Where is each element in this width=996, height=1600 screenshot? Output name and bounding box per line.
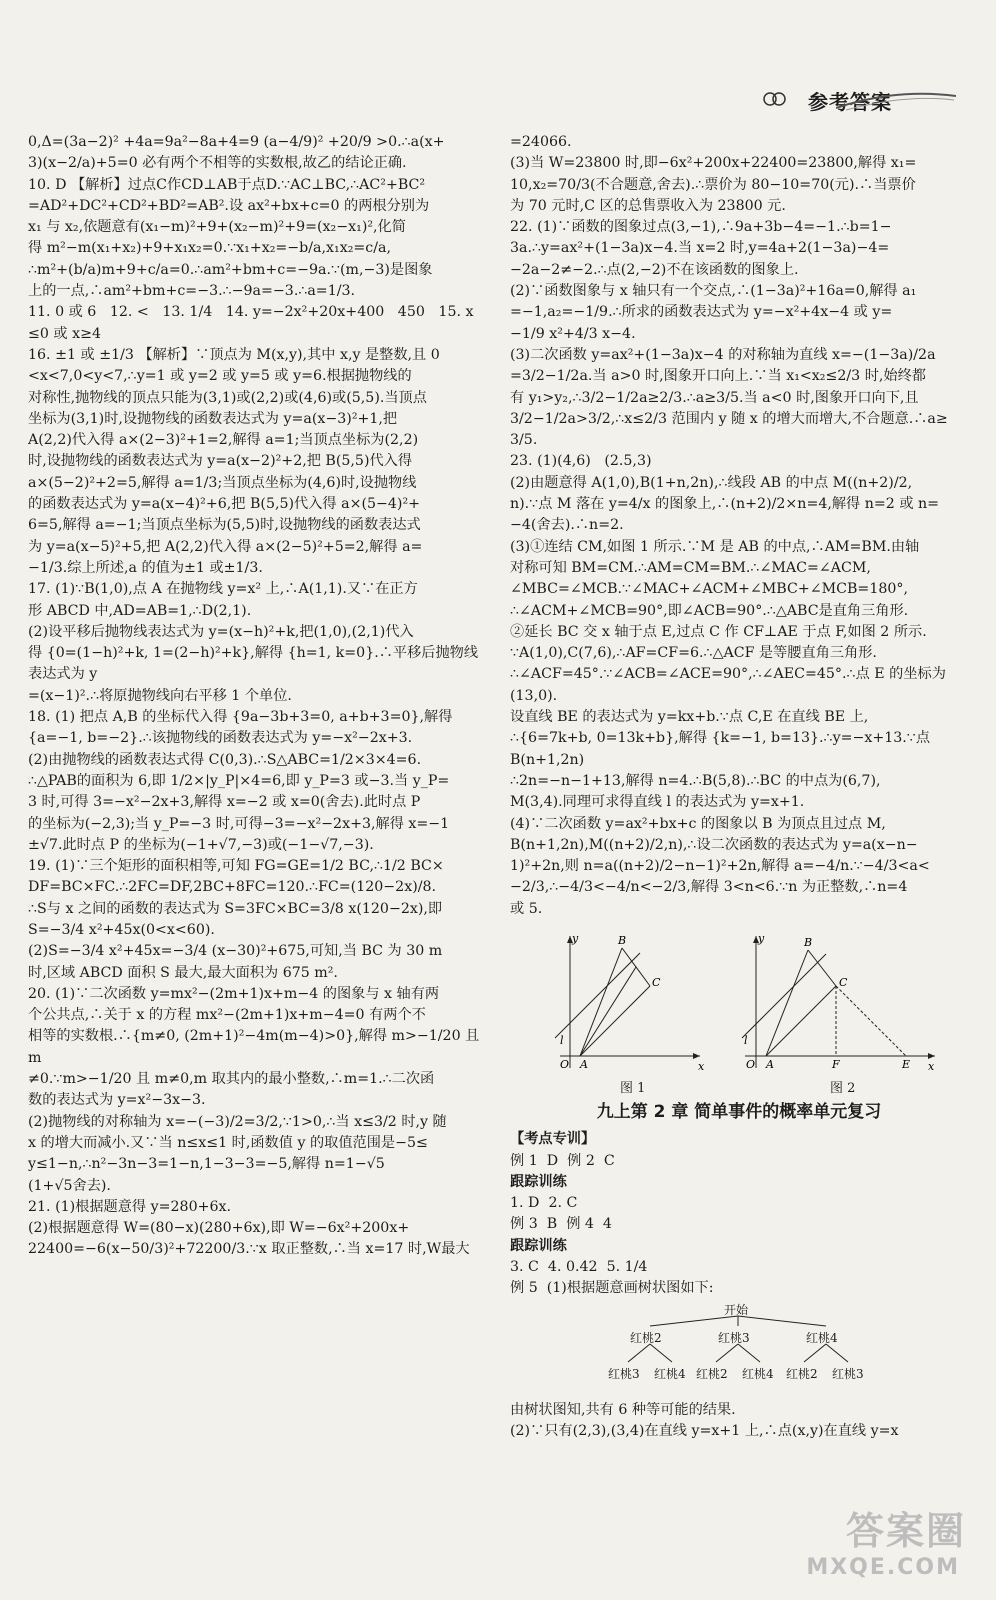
answer-line: 形 ABCD 中,AD=AB=1,∴D(2,1). bbox=[28, 602, 252, 619]
answer-line: −1/3.综上所述,a 的值为±1 或±1/3. bbox=[28, 559, 263, 576]
answer-line: 为 y=a(x−5)²+5,把 A(2,2)代入得 a×(2−5)²+5=2,解得 a= bbox=[28, 538, 423, 555]
tree-level1-node: 红桃4 bbox=[806, 1330, 838, 1345]
answer-line: −2a−2≠−2.∴点(2,−2)不在该函数的图象上. bbox=[510, 261, 799, 278]
answer-key-badge: 参考答案 bbox=[808, 90, 892, 114]
section-heading: 【考点专训】 bbox=[510, 1131, 596, 1148]
answer-line: (2)抛物线的对称轴为 x=−(−3)/2=3/2,∵1>0,∴当 x≤3/2 时,y 随 bbox=[28, 1113, 447, 1130]
answer-line: 3/2−1/2a>3/2,∴x≤2/3 范围内 y 随 x 的增大而增大,不合题意.∴a≥ bbox=[510, 410, 948, 427]
svg-text:y: y bbox=[758, 931, 765, 945]
answer-line: 1)²+2n,则 n=a((n+2)/2−n−1)²+2n,解得 a=−4/n.∵−4/3<a< bbox=[510, 858, 930, 875]
svg-text:l: l bbox=[560, 1033, 564, 1047]
answer-line: 22400=−6(x−50/3)²+72200/3.∵x 取正整数,∴当 x=17 时,W最大 bbox=[28, 1241, 470, 1258]
watermark-text: 答案圈 bbox=[845, 1509, 966, 1553]
answer-line: x₁ 与 x₂,依题意有(x₁−m)²+9+(x₂−m)²+9=(x₂−x₁)²,化简 bbox=[28, 219, 406, 236]
tree-leaf: 红桃4 bbox=[654, 1366, 686, 1381]
answer-line: 数的表达式为 y=x²−3x−3. bbox=[28, 1092, 206, 1109]
answer-line: −1/9 x²+4/3 x−4. bbox=[510, 325, 636, 342]
example-3-4: 例 3 B 例 4 4 bbox=[510, 1216, 612, 1233]
answer-line: =(x−1)².∴将原抛物线向右平移 1 个单位. bbox=[28, 687, 292, 704]
figure-2-caption: 图 2 bbox=[830, 1080, 856, 1096]
answer-line: (2)根据题意得 W=(80−x)(280+6x),即 W=−6x²+200x+ bbox=[28, 1220, 410, 1237]
tree-level1-node: 红桃3 bbox=[718, 1330, 750, 1345]
answer-line: 时,设抛物线的函数表达式为 y=a(x−2)²+2,把 B(5,5)代入得 bbox=[28, 453, 413, 470]
answer-line: 相等的实数根.∴{m≠0, (2m+1)²−4m(m−4)>0},解得 m>−1/20 且 m bbox=[28, 1028, 484, 1066]
answer-line: 上的一点,∴am²+bm+c=−3.∴−9a=−3.∴a=1/3. bbox=[28, 283, 356, 300]
answer-line: =24066. bbox=[510, 134, 572, 150]
answer-line: −2/3,∴−4/3<−4/n<−2/3,解得 3<n<6.∵n 为正整数,∴n=4 bbox=[510, 879, 908, 896]
answer-line: 3a.∴y=ax²+(1−3a)x−4.当 x=2 时,y=4a+2(1−3a)−4= bbox=[510, 240, 890, 257]
answer-line: (3)①连结 CM,如图 1 所示.∵M 是 AB 的中点,∴AM=BM.由轴 bbox=[510, 538, 920, 555]
answer-line: 10. D 【解析】过点C作CD⊥AB于点D.∵AC⊥BC,∴AC²+BC² bbox=[28, 176, 426, 193]
answer-line: <x<7,0<y<7,∴y=1 或 y=2 或 y=5 或 y=6.根据抛物线的 bbox=[28, 368, 412, 385]
tree-leaf: 红桃4 bbox=[742, 1366, 774, 1381]
answer-line: 10,x₂=70/3(不合题意,舍去).∴票价为 80−10=70(元).∴当票价 bbox=[510, 176, 916, 193]
svg-text:E: E bbox=[902, 1057, 911, 1071]
answer-line: 3/5. bbox=[510, 432, 538, 449]
answer-line: a×(5−2)²+2=5,解得 a=1/3;当顶点坐标为(4,6)时,设抛物线 bbox=[28, 474, 417, 491]
answer-line: B(n+1,2n),M((n+2)/2,n),∴设二次函数的表达式为 y=a(x−n− bbox=[510, 836, 918, 853]
answer-line: {a=−1, b=−2}.∴该抛物线的函数表达式为 y=−x²−2x+3. bbox=[28, 730, 413, 747]
svg-text:F: F bbox=[832, 1057, 840, 1071]
answer-line: ∴2n=−n−1+13,解得 n=4.∴B(5,8).∴BC 的中点为(6,7), bbox=[510, 772, 881, 789]
svg-text:y: y bbox=[572, 931, 579, 945]
answer-line: 个公共点,∴关于 x 的方程 mx²−(2m+1)x+m−4=0 有两个不 bbox=[28, 1007, 426, 1024]
chapter-title: 九上第 2 章 简单事件的概率单元复习 bbox=[596, 1101, 882, 1122]
answer-line: =3/2−1/2a.当 a>0 时,图象开口向上.∵当 x₁<x₂≤2/3 时,始终都 bbox=[510, 368, 926, 385]
svg-text:x: x bbox=[928, 1059, 935, 1073]
answers-2: 3. C 4. 0.42 5. 1/4 bbox=[510, 1259, 648, 1276]
answer-line: (2)S=−3/4 x²+45x=−3/4 (x−30)²+675,可知,当 BC 为 30 m bbox=[28, 943, 443, 960]
answer-line: 6=5,解得 a=−1;当顶点坐标为(5,5)时,设抛物线的函数表达式 bbox=[28, 517, 421, 534]
answer-line: y≤1−n,∴n²−3n−3=1−n,1−3−3=−5,解得 n=1−√5 bbox=[28, 1156, 385, 1173]
answer-line: 的坐标为(−2,3);当 y_P=−3 时,可得−3=−x²−2x+3,解得 x=−1 bbox=[28, 815, 450, 832]
right-column bbox=[510, 132, 968, 1442]
tree-level1-node: 红桃2 bbox=[630, 1330, 662, 1345]
svg-text:O: O bbox=[746, 1057, 756, 1071]
answer-line: ≤0 或 x≥4 bbox=[28, 325, 102, 342]
answer-line: n).∵点 M 落在 y=4/x 的图象上,∴(n+2)/2×n=4,解得 n=2 或 n= bbox=[510, 496, 940, 513]
answer-line: 时,区域 ABCD 面积 S 最大,最大面积为 675 m². bbox=[28, 964, 338, 981]
answer-line: ∴m²+(b/a)m+9+c/a=0.∴am²+bm+c=−9a.∵(m,−3)是图象 bbox=[28, 261, 433, 278]
answer-line: 22. (1)∵函数的图象过点(3,−1),∴9a+3b−4=−1.∴b=1− bbox=[510, 219, 892, 236]
answer-line: ∴∠ACM+∠MCB=90°,即∠ACB=90°.∴△ABC是直角三角形. bbox=[510, 602, 909, 619]
answer-line: (3)当 W=23800 时,即−6x²+200x+22400=23800,解得 x₁= bbox=[510, 155, 917, 172]
answer-line: DF=BC×FC.∴2FC=DF,2BC+8FC=120.∴FC=(120−2x)/8. bbox=[28, 879, 437, 896]
answer-line: ∠MBC=∠MCB.∵∠MAC+∠ACM+∠MBC+∠MCB=180°, bbox=[510, 581, 908, 598]
swoosh-decoration bbox=[836, 92, 956, 112]
rings-icon bbox=[762, 90, 788, 108]
answer-line: (2)设平移后抛物线表达式为 y=(x−h)²+k,把(1,0),(2,1)代入 bbox=[28, 623, 414, 640]
figure-1 bbox=[550, 928, 710, 1078]
tree-root: 开始 bbox=[724, 1302, 749, 1317]
tree-conclusion: 由树状图知,共有 6 种等可能的结果. bbox=[510, 1401, 736, 1418]
svg-text:C: C bbox=[652, 975, 661, 989]
answer-line: =−1,a₂=−1/9.∴所求的函数表达式为 y=−x²+4x−4 或 y= bbox=[510, 304, 893, 321]
example-5: 例 5 (1)根据题意画树状图如下: bbox=[510, 1280, 714, 1297]
answer-line: 0,Δ=(3a−2)² +4a=9a²−8a+4=9 (a−4/9)² +20/9 >0.∴a(x+ bbox=[28, 134, 445, 150]
answer-line: 对称可知 BM=CM.∴AM=CM=BM.∴∠MAC=∠ACM, bbox=[510, 559, 871, 576]
tree-diagram bbox=[510, 1300, 968, 1400]
answer-line: 19. (1)∵三个矩形的面积相等,可知 FG=GE=1/2 BC,∴1/2 BC× bbox=[28, 858, 444, 875]
answer-line: (4)∵二次函数 y=ax²+bx+c 的图象以 B 为顶点且过点 M, bbox=[510, 815, 886, 832]
answer-line: S=−3/4 x²+45x(0<x<60). bbox=[28, 921, 215, 938]
answer-line: 21. (1)根据题意得 y=280+6x. bbox=[28, 1198, 232, 1215]
answer-line: 为 70 元时,C 区的总售票收入为 23800 元. bbox=[510, 197, 786, 214]
answer-line: (2)由抛物线的函数表达式得 C(0,3).∴S△ABC=1/2×3×4=6. bbox=[28, 751, 422, 768]
figure-2 bbox=[740, 928, 940, 1078]
answer-line: 设直线 BE 的表达式为 y=kx+b.∵点 C,E 在直线 BE 上, bbox=[510, 709, 869, 726]
answer-line: 18. (1) 把点 A,B 的坐标代入得 {9a−3b+3=0, a+b+3=0},解得 bbox=[28, 709, 453, 726]
figure-area bbox=[510, 928, 968, 1098]
svg-text:B: B bbox=[618, 933, 627, 947]
answer-line: ∵A(1,0),C(7,6),∴AF=CF=6.∴△ACF 是等腰直角三角形. bbox=[510, 645, 877, 662]
answer-line: 得 m²−m(x₁+x₂)+9+x₁x₂=0.∵x₁+x₂=−b/a,x₁x₂=c/a, bbox=[28, 240, 391, 257]
answer-line: x 的增大而减小.又∵当 n≤x≤1 时,函数值 y 的取值范围是−5≤ bbox=[28, 1134, 428, 1151]
tree-leaf: 红桃2 bbox=[696, 1366, 728, 1381]
answer-line: 对称性,抛物线的顶点只能为(3,1)或(2,2)或(4,6)或(5,5).当顶点 bbox=[28, 389, 427, 406]
answer-line: (2)∵函数图象与 x 轴只有一个交点,∴(1−3a)²+16a=0,解得 a₁ bbox=[510, 283, 917, 300]
answer-line: (3)二次函数 y=ax²+(1−3a)x−4 的对称轴为直线 x=−(1−3a)/2a bbox=[510, 346, 936, 363]
answer-line: 3)(x−2/a)+5=0 必有两个不相等的实数根,故乙的结论正确. bbox=[28, 155, 407, 172]
followup-heading-1: 跟踪训练 bbox=[510, 1173, 567, 1190]
answer-line: 23. (1)(4,6) (2.5,3) bbox=[510, 453, 652, 470]
svg-text:A: A bbox=[766, 1057, 774, 1071]
answer-line: ∴∠ACF=45°.∵∠ACB=∠ACE=90°,∴∠AEC=45°.∴点 E 的坐标为(13,0). bbox=[510, 666, 946, 704]
answer-line: (1+√5舍去). bbox=[28, 1177, 111, 1194]
answer-line: −4(舍去).∴n=2. bbox=[510, 517, 624, 534]
answer-line: ②延长 BC 交 x 轴于点 E,过点 C 作 CF⊥AE 于点 F,如图 2 所示. bbox=[510, 623, 927, 640]
svg-text:x: x bbox=[698, 1059, 705, 1073]
answer-line: ≠0.∵m>−1/20 且 m≠0,m 取其内的最小整数,∴m=1.∴二次函 bbox=[28, 1071, 435, 1088]
left-column bbox=[28, 132, 486, 1261]
svg-text:l: l bbox=[744, 1033, 748, 1047]
answer-line: 得 {0=(1−h)²+k, 1=(2−h)²+k},解得 {h=1, k=0}.∴平移后抛物线表达式为 y bbox=[28, 645, 479, 683]
answer-line: 坐标为(3,1)时,设抛物线的函数表达式为 y=a(x−3)²+1,把 bbox=[28, 410, 398, 427]
answer-line: A(2,2)代入得 a×(2−3)²+1=2,解得 a=1;当顶点坐标为(2,2) bbox=[28, 432, 419, 449]
watermark-url: MXQE.COM bbox=[806, 1555, 960, 1580]
answer-line: ±√7.此时点 P 的坐标为(−1+√7,−3)或(−1−√7,−3). bbox=[28, 836, 374, 853]
answer-line: M(3,4).同理可求得直线 l 的表达式为 y=x+1. bbox=[510, 794, 805, 811]
answer-line: 的函数表达式为 y=a(x−4)²+6,把 B(5,5)代入得 a×(5−4)²+ bbox=[28, 496, 421, 513]
example-5-part2: (2)∵只有(2,3),(3,4)在直线 y=x+1 上,∴点(x,y)在直线 y=x bbox=[510, 1422, 899, 1439]
example-1-2: 例 1 D 例 2 C bbox=[510, 1152, 615, 1169]
answer-line: 11. 0 或 6 12. < 13. 1/4 14. y=−2x²+20x+400 450 15. x bbox=[28, 304, 474, 321]
watermark-logo bbox=[806, 1500, 966, 1580]
answer-line: 3 时,可得 3=−x²−2x+3,解得 x=−2 或 x=0(舍去).此时点 P bbox=[28, 794, 421, 811]
answer-line: ∴S与 x 之间的函数的表达式为 S=3FC×BC=3/8 x(120−2x),即 bbox=[28, 900, 443, 917]
svg-text:A: A bbox=[580, 1057, 588, 1071]
svg-text:O: O bbox=[560, 1057, 570, 1071]
answer-line: 16. ±1 或 ±1/3 【解析】∵顶点为 M(x,y),其中 x,y 是整数,且 0 bbox=[28, 346, 440, 363]
tree-leaf: 红桃3 bbox=[608, 1366, 640, 1381]
answer-line: ∴△PAB的面积为 6,即 1/2×|y_P|×4=6,即 y_P=3 或−3.当 y_P= bbox=[28, 772, 450, 789]
answer-line: ∴{6=7k+b, 0=13k+b},解得 {k=−1, b=13}.∴y=−x+13.∵点 B(n+1,2n) bbox=[510, 730, 935, 768]
followup-heading-2: 跟踪训练 bbox=[510, 1237, 567, 1254]
svg-text:C: C bbox=[839, 975, 848, 989]
answer-line: 17. (1)∵B(1,0),点 A 在抛物线 y=x² 上,∴A(1,1).又∵在正方 bbox=[28, 581, 418, 598]
svg-text:B: B bbox=[804, 935, 813, 949]
answer-line: (2)由题意得 A(1,0),B(1+n,2n),∴线段 AB 的中点 M((n+2)/2, bbox=[510, 474, 913, 491]
page-header bbox=[766, 82, 956, 122]
tree-leaf: 红桃3 bbox=[832, 1366, 864, 1381]
right-answers bbox=[510, 132, 968, 920]
answers-1: 1. D 2. C bbox=[510, 1195, 578, 1212]
answer-line: 20. (1)∵二次函数 y=mx²−(2m+1)x+m−4 的图象与 x 轴有两 bbox=[28, 985, 440, 1002]
answer-line: 或 5. bbox=[510, 900, 543, 917]
tree-leaf: 红桃2 bbox=[786, 1366, 818, 1381]
answer-line: =AD²+DC²+CD²+BD²=AB².设 ax²+bx+c=0 的两根分别为 bbox=[28, 197, 430, 214]
figure-1-caption: 图 1 bbox=[620, 1080, 646, 1096]
answer-line: 有 y₁>y₂,∴3/2−1/2a≥2/3.∴a≥3/5.当 a<0 时,图象开口向下,且 bbox=[510, 389, 919, 406]
